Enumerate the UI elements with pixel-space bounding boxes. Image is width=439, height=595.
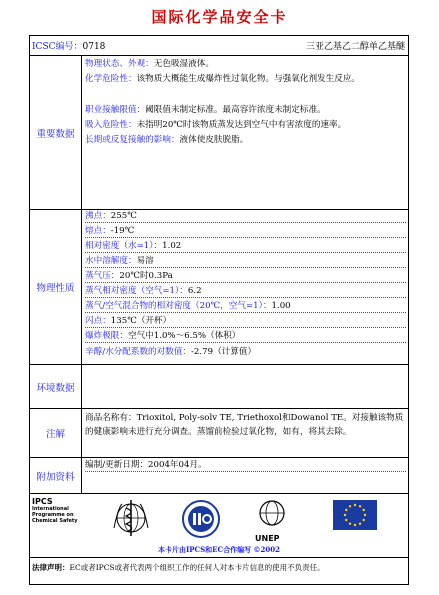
important-item: 化学危险性：该物质大概能生成爆炸性过氧化物。与强氧化剂发生反应。: [85, 74, 361, 84]
section-important: [30, 56, 408, 210]
chemical-name: 三亚乙基乙二醇单乙基醚: [305, 42, 405, 52]
physical-item: 辛醇/水分配系数的对数值：-2.79（计算值）: [85, 347, 257, 357]
card-title: 国际化学品安全卡: [151, 8, 288, 26]
environment-content: [85, 365, 406, 408]
notes-content: [85, 409, 406, 457]
card-header: [30, 36, 408, 56]
unep-emblem-icon: [252, 498, 292, 534]
physical-item: 闪点：135℃（开杯）: [85, 316, 406, 328]
icsc-value: 0718: [82, 42, 106, 52]
important-item: 长期或反复接触的影响：液体使皮肤脱脂。: [85, 135, 249, 145]
physical-item: 蒸气压：20℃时0.3Pa: [85, 271, 406, 283]
important-content: [85, 56, 406, 209]
physical-item: 水中溶解度：易溶: [85, 256, 406, 268]
icsc-number: [32, 39, 105, 52]
section-notes: [30, 409, 408, 458]
section-label-notes: 注解: [30, 409, 82, 457]
section-additional: [30, 458, 408, 494]
logos-caption: 本卡片由IPCS和EC合作编写 ©2002: [158, 545, 280, 554]
section-label-additional: 附加资料: [30, 458, 82, 493]
ilo-emblem-icon: [180, 498, 222, 540]
section-label-important: 重要数据: [30, 56, 82, 209]
additional-content: [85, 458, 406, 493]
physical-item: 蒸气/空气混合物的相对密度（20℃，空气=1）：1.00: [85, 301, 406, 313]
legal-notice-text: EC或者IPCS或者代表两个组织工作的任何人对本卡片信息的使用不负责任。: [69, 563, 325, 572]
additional-text: 编制/更新日期：2004年04月。: [85, 460, 406, 472]
logos-strip: [30, 494, 408, 558]
physical-item: 爆炸极限：空气中1.0%～6.5%（体积）: [85, 331, 406, 343]
legal-notice: [32, 562, 325, 573]
physical-item: 相对密度（水=1）：1.02: [85, 241, 406, 253]
important-item: 物理状态、外观：无色吸湿液体。: [85, 59, 214, 69]
safety-card: [29, 35, 409, 585]
physical-item: 沸点：255℃: [85, 211, 406, 223]
section-label-physical: 物理性质: [30, 210, 82, 364]
important-item: 吸入危险性：未指明20℃时该物质蒸发达到空气中有害浓度的速率。: [85, 120, 347, 130]
legal-notice-label: 法律声明：: [32, 563, 70, 572]
notes-text: 商品名称有：Trioxitol, Poly-solv TE, Triethoxol和Dowanol TE。对接触该物质的健康影响未进行充分调查。蒸馏前检验过氧化物，如有，将其去除。: [85, 413, 404, 437]
section-label-environment: 环境数据: [30, 365, 82, 408]
section-environment: [30, 365, 408, 409]
important-item: 职业接触限值：阈限值未制定标准。最高容许浓度未制定标准。: [85, 105, 326, 115]
physical-item: 蒸气相对密度（空气=1）：6.2: [85, 286, 406, 298]
section-physical: [30, 210, 408, 365]
physical-item: 熔点：-19℃: [85, 226, 406, 238]
physical-content: [85, 210, 406, 364]
who-emblem-icon: [110, 498, 152, 538]
eu-flag-icon: [333, 500, 377, 530]
unep-label: UNEP: [255, 534, 280, 543]
ipcs-logo: IPCS International Programme on Chemical Safety: [32, 497, 78, 524]
icsc-label: ICSC编号：: [32, 42, 83, 52]
